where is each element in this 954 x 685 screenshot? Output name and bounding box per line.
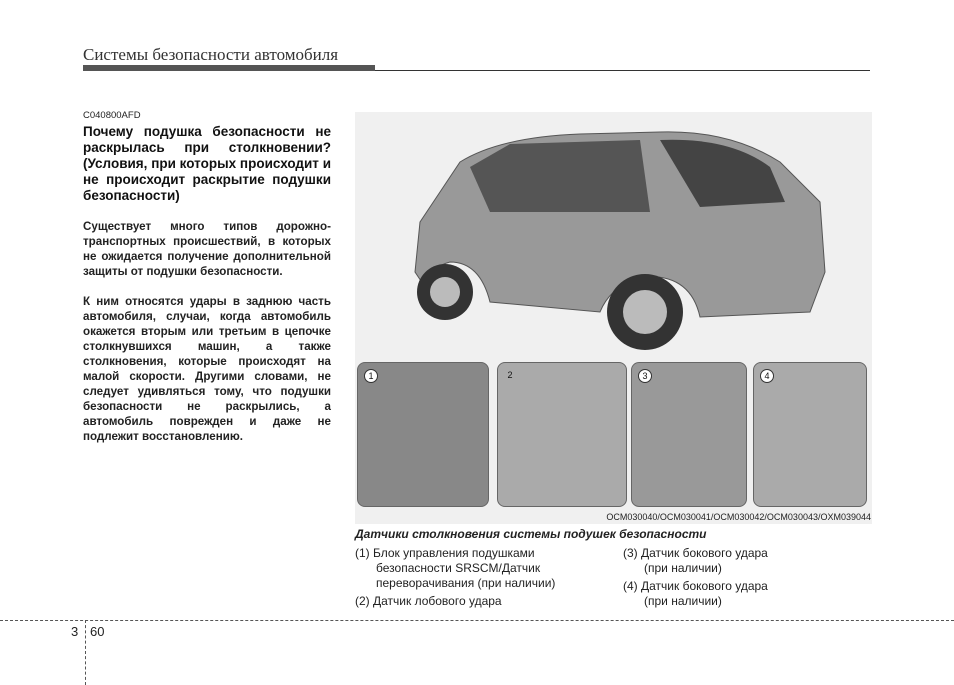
panel-number: 4 xyxy=(760,369,774,383)
footer-rule xyxy=(0,620,954,621)
legend-line: (2) Датчик лобового удара xyxy=(355,594,502,608)
legend-line: (3) Датчик бокового удара xyxy=(623,546,768,560)
section-code: C040800AFD xyxy=(83,110,141,121)
panel-number: 3 xyxy=(638,369,652,383)
detail-panel-3 xyxy=(631,362,747,507)
paragraph-2: К ним относятся удары в заднюю часть автомобиля, случаи, когда автомобиль окажется вторым или третьим в цепочке столкнувшихся машин, а также столкновения, которые происходят на малой скорости. Другими словами, не следует удивляться тому, что подушки безопасности не раскрылись, а автомобиль поврежден и даже не подлежит восстановлению. xyxy=(83,295,331,443)
legend-line: безопасности SRSCM/Датчик xyxy=(376,561,541,575)
car-illustration xyxy=(400,112,840,357)
section-header: Системы безопасности автомобиля xyxy=(83,45,339,64)
detail-panel-2 xyxy=(497,362,627,507)
paragraph-1: Существует много типов дорожно-транспортных происшествий, в которых не ожидается получение дополнительной защиты от подушки безопасности. xyxy=(83,220,331,278)
legend-line: (4) Датчик бокового удара xyxy=(623,579,768,593)
legend-line: (при наличии) xyxy=(644,561,722,575)
footer-separator xyxy=(85,620,86,685)
legend-line: переворачивания (при наличии) xyxy=(376,576,556,590)
detail-panel-4 xyxy=(753,362,867,507)
legend-line: (1) Блок управления подушками xyxy=(355,546,535,560)
chapter-number: 3 xyxy=(71,624,79,639)
legend-line: (при наличии) xyxy=(644,594,722,608)
figure-caption: Датчики столкновения системы подушек безопасности xyxy=(355,527,707,541)
header-rule xyxy=(375,70,870,71)
section-title: Почему подушка безопасности не раскрылась при столкновении? (Условия, при которых происходит и не происходит раскрытие подушки безопасности) xyxy=(83,124,331,203)
page-number: 60 xyxy=(90,624,105,639)
panel-number: 1 xyxy=(364,369,378,383)
image-codes: OCM030040/OCM030041/OCM030042/OCM030043/OXM039044 xyxy=(606,512,871,522)
detail-panel-1 xyxy=(357,362,489,507)
header-bar xyxy=(83,65,375,71)
panel-number: 2 xyxy=(507,370,513,380)
